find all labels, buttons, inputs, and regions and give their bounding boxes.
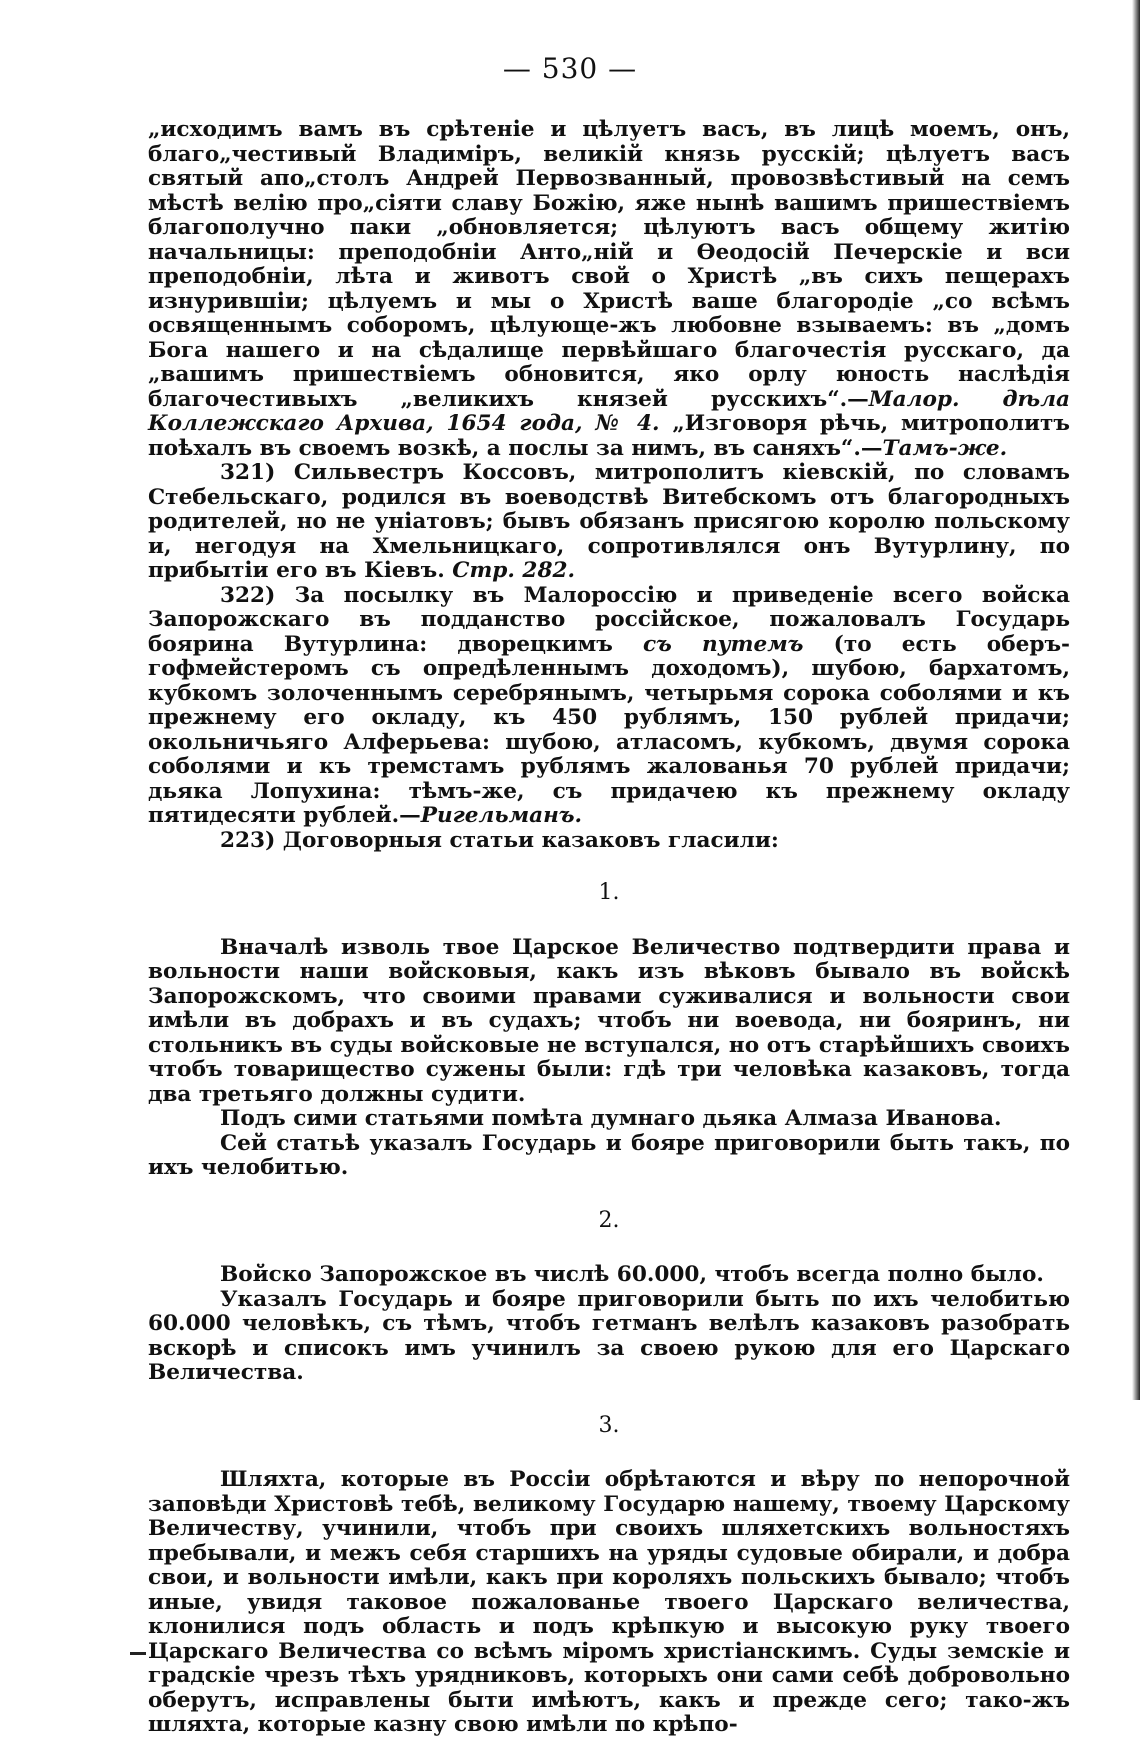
ink-mark xyxy=(130,1652,146,1655)
article-paragraph: Вначалѣ изволь твое Царское Величество подтвердити права и вольности наши войсковыя, какъ изъ вѣковъ бывало въ войскѣ Запорожскомъ, что своими правами суживалися и вольности свои имѣли въ добрахъ и въ судахъ; чтобъ ни воевода, ни бояринъ, ни стольникъ въ суды войсковые не вступался, но отъ старѣйшихъ своихъ чтобъ товарищество сужены были: гдѣ три человѣка казаковъ, тогда два третьяго должны судити. xyxy=(148,934,1070,1107)
article-paragraph: Указалъ Государь и бояре приговорили быть по ихъ челобитью 60.000 человѣкъ, съ тѣмъ, чтобъ гетманъ велѣлъ казаковъ разобрать вскорѣ и списокъ имъ учинилъ за своею рукою для его Царскаго Величества. xyxy=(148,1286,1070,1385)
citation: Стр. 282. xyxy=(452,558,576,583)
page-number: — 530 — xyxy=(502,52,638,85)
text-run: (то есть оберъ-гофмейстеромъ съ опредѣленнымъ доходомъ), шубою, бархатомъ, кубкомъ золоченнымъ серебрянымъ, четырьмя сорока соболями и къ прежнему его окладу, къ 450 рублямъ, 150 рублей придачи; окольничьяго Алферьева: шубою, атласомъ, кубкомъ, двумя сорока соболями и къ тремстамъ рублямъ жалованья 70 рублей придачи; дьяка Лопухина: тѣмъ-же, съ придачею къ прежнему окладу пятидесяти рублей.— xyxy=(148,631,1070,828)
quote-paragraph xyxy=(148,118,1070,461)
text-run: 322) За посылку въ Малороссію и приведеніе всего войска Запорожскаго въ подданство россійское, пожаловалъ Государь боярина Вутурлина: дворецкимъ xyxy=(148,582,1070,657)
page-edge-shadow xyxy=(1132,0,1140,1400)
article-paragraph: Войско Запорожское въ числѣ 60.000, чтобъ всегда полно было. xyxy=(220,1262,1044,1287)
article-paragraph: Сей статьѣ указалъ Государь и бояре приговорили быть такъ, по ихъ челобитью. xyxy=(148,1130,1070,1180)
citation: Малор. дѣла Коллежскаго Архива, 1654 года, № 4. xyxy=(148,386,1071,436)
text-run: „Изговоря рѣчь, митрополитъ поѣхалъ въ своемъ возкѣ, а послы за нимъ, въ саняхъ“.— xyxy=(148,411,1070,461)
citation: съ путемъ xyxy=(643,631,804,657)
article-number: 2. xyxy=(598,1207,620,1233)
article-number: 1. xyxy=(598,880,620,905)
text-run: 321) Сильвестръ Коссовъ, митрополитъ кіевскій, по словамъ Стебельскаго, родился въ воеводствѣ Витебскомъ отъ благородныхъ родителей, но не уніатовъ; бывъ обязанъ присягою королю польскому и, негодуя на Хмельницкаго, сопротивлялся онъ Вутурлину, по прибытіи его въ Кіевъ. xyxy=(148,460,1070,583)
citation: Ригельманъ. xyxy=(420,803,583,828)
note-223 xyxy=(148,829,1070,854)
note-321 xyxy=(148,461,1070,584)
page-body xyxy=(148,118,1070,1738)
text-run: „исходимъ вамъ въ срѣтеніе и цѣлуетъ васъ, въ лицѣ моемъ, онъ, благо„честивый Владиміръ, великій князь русскій; цѣлуетъ васъ святый апо„столъ Андрей Первозванный, провозвѣстивый на семъ мѣстѣ велію про„сіяти славу Божію, яже нынѣ вашимъ пришествіемъ благополучно паки „обновляется; цѣлуютъ васъ общему житію начальницы: преподобніи Анто„ній и Ѳеодосій Печерскіе и вси преподобніи, лѣта и животъ свой о Христѣ „въ сихъ пещерахъ изнурившіи; цѣлуемъ и мы о Христѣ ваше благородіе „со всѣмъ освященнымъ соборомъ, цѣлующе-жъ любовне взываемъ: въ „домъ Бога нашего и на сѣдалище первѣйшаго благочестія русскаго, да „вашимъ пришествіемъ обновится, яко орлу юность наслѣдія благочестивыхъ „великихъ князей русскихъ“.— xyxy=(148,117,1070,412)
note-322 xyxy=(148,584,1070,829)
text-run: 223) Договорныя статьи казаковъ гласили: xyxy=(220,827,779,853)
citation: Тамъ-же. xyxy=(882,435,1008,461)
article-paragraph: Шляхта, которые въ Россіи обрѣтаются и вѣру по непорочной заповѣди Христовѣ тебѣ, великому Государю нашему, твоему Царскому Величеству, учинили, чтобъ при своихъ шляхетскихъ вольностяхъ пребывали, и межъ себя старшихъ на уряды судовые обирали, и добра свои, и вольности имѣли, какъ при короляхъ польскихъ бывало; чтобъ иные, увидя таковое пожалованье твоего Царскаго величества, клонилися подъ область и подъ крѣпкую и высокую руку твоего Царскаго Величества со всѣмъ міромъ христіанскимъ. Суды земскіе и градскіе чрезъ тѣхъ урядниковъ, которыхъ они сами себѣ добровольно оберутъ, исправлены быти имѣютъ, какъ и прежде сего; тако-жъ шляхта, которые казну свою имѣли по крѣпо- xyxy=(148,1467,1070,1737)
article-number: 3. xyxy=(598,1412,620,1438)
article-paragraph: Подъ сими статьями помѣта думнаго дьяка Алмаза Иванова. xyxy=(220,1106,1002,1131)
